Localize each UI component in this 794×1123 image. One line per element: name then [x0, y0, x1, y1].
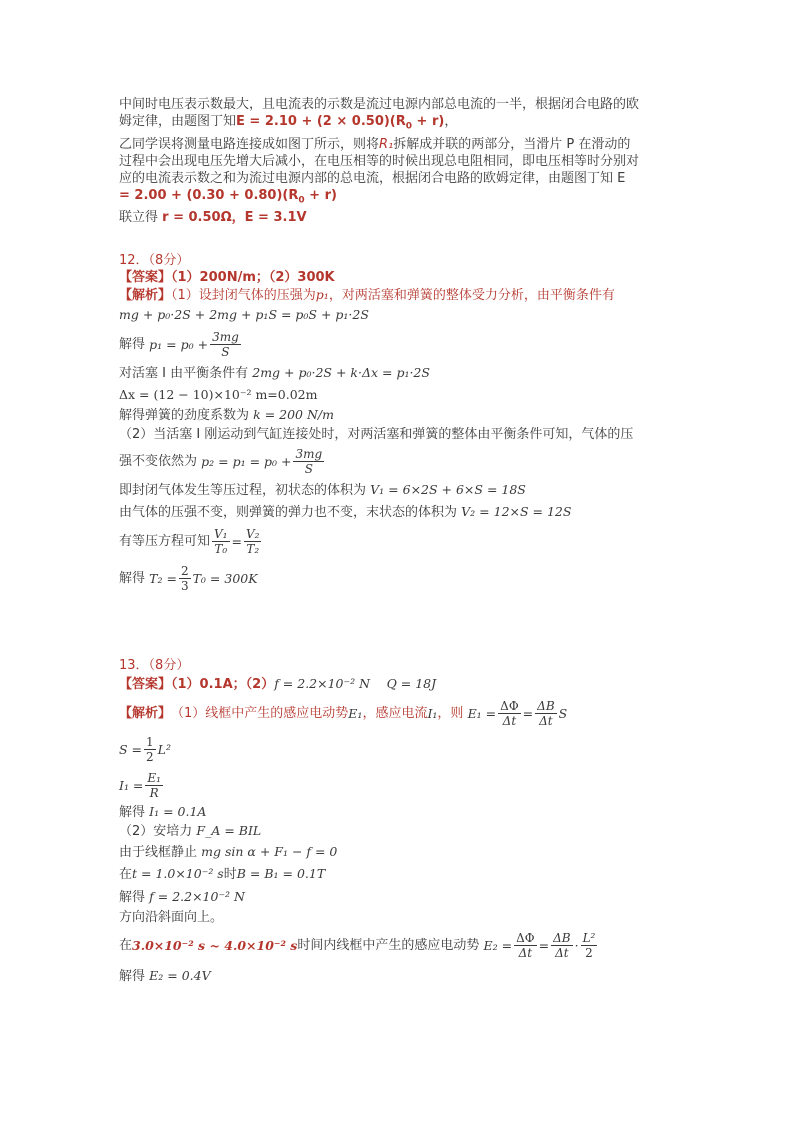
text-line: 中间时电压表示数最大，且电流表的示数是流过电源内部总电流的一半，根据闭合电路的欧 [119, 97, 640, 112]
question-title: 13．（8分） [119, 658, 190, 674]
fraction: $\frac{2}{3}$ [180, 563, 189, 593]
fraction: $\frac{\Delta\Phi}{\Delta t}$ [516, 930, 535, 960]
text-line: 乙同学误将测量电路连接成如图丁所示，则将R₁拆解成并联的两部分，当滑片 P 在滑动的 [119, 136, 631, 152]
text-line: 强不变依然为 p₂ = p₁ = p₀ + $\frac{3mg}{S}$ [119, 446, 323, 476]
equation: mg + p₀·2S + 2mg + p₁S = p₀S + p₁·2S [119, 307, 369, 323]
equation: Δx = (12 − 10)×10⁻² m=0.02m [119, 387, 318, 403]
text-line: = $2.00 + (0.30 + 0.80)(R_0 + r)$ [119, 187, 337, 206]
fraction: $\frac{3mg}{S}$ [212, 329, 239, 359]
text-line: 即封闭气体发生等压过程，初状态的体积为 V₁ = 6×2S + 6×S = 18S [119, 482, 526, 499]
document-page [119, 96, 679, 989]
fraction: $\frac{\Delta\Phi}{\Delta t}$ [500, 698, 519, 728]
text-line: 在t = 1.0×10⁻² s时B = B₁ = 0.1T [119, 866, 326, 883]
text-line: 过程中会出现电压先增大后减小，在电压相等的时候出现总电阻相同，即电压相等时分别对 [119, 153, 640, 169]
fraction: $\frac{\text{E₁}}{R}$ [147, 770, 161, 800]
text-line: 由气体的压强不变，则弹簧的弹力也不变，末状态的体积为 V₂ = 12×S = 12S [119, 504, 572, 521]
text-line: 【解析】（1）设封闭气体的压强为p₁，对两活塞和弹簧的整体受力分析，由平衡条件有 [119, 287, 615, 304]
fraction: $\frac{3mg}{S}$ [295, 446, 323, 476]
text-line: （2）当活塞 I 刚运动到气缸连接处时，对两活塞和弹簧的整体由平衡条件可知，气体的压 [119, 427, 634, 443]
equation: I₁ = $\frac{\text{E₁}}{R}$ [119, 770, 161, 800]
text-line: 解得 T₂ = $\frac{2}{3}$ T₀ = 300K [119, 563, 258, 593]
fraction: $\frac{1}{2}$ [146, 734, 154, 764]
text-line: 联立得 r = 0.50Ω，E = 3.1V [119, 210, 307, 226]
text-line: 应的电流表示数之和为流过电源内部的总电流，根据闭合电路的欧姆定律，由题图丁知 E [119, 170, 626, 186]
answer-line: 【答案】（1）200N/m；（2）300K [119, 270, 335, 286]
equation: S = $\frac{1}{2}$ L² [119, 734, 171, 764]
fraction: $\frac{\text{V₁}}{\text{T₀}}$ [214, 526, 228, 556]
text-line: 方向沿斜面向上。 [119, 910, 224, 926]
fraction: $\frac{\Delta B}{\Delta t}$ [553, 930, 571, 960]
text-line: 解得弹簧的劲度系数为 k = 200 N/m [119, 407, 334, 424]
text-line: 解得 p₁ = p₀ + $\frac{3mg}{S}$ [119, 329, 239, 359]
text-line: 解得 f = 2.2×10⁻² N [119, 889, 245, 906]
text-line: 有等压方程可知 $\frac{\text{V₁}}{\text{T₀}}$ = $\frac{\text{V₂}}{\text{T₂}}$ [119, 526, 260, 556]
text-line: 解得 E₂ = 0.4V [119, 968, 211, 985]
text-line: （2）安培力 F_A = BIL [119, 823, 262, 840]
fraction: $\frac{\Delta B}{\Delta t}$ [537, 698, 555, 728]
answer-line: 【答案】（1）0.1A；（2）f = 2.2×10⁻² N Q = 18J [119, 676, 437, 693]
text-line: 对活塞 I 由平衡条件有 2mg + p₀·2S + k·Δx = p₁·2S [119, 365, 430, 382]
question-title: 12．（8分） [119, 253, 190, 269]
text-line: 在 3.0×10⁻² s ~ 4.0×10⁻² s 时间内线框中产生的感应电动势 E₂ = $\frac{\Delta\Phi}{\Delta t}$ = $\frac{\Delta B}{\Delta t}$ · $\frac{\text{L²}}{2}$ [119, 930, 596, 960]
text-line: 姆定律，由题图丁知$E = 2.10 + (2 \times 0.50)(R_0 + r)$， [119, 114, 458, 132]
text-line: 由于线框静止 mg sin α + F₁ − f = 0 [119, 844, 338, 861]
fraction: $\frac{\text{L²}}{2}$ [582, 930, 596, 960]
fraction: $\frac{\text{V₂}}{\text{T₂}}$ [245, 526, 260, 556]
text-line: 解得 I₁ = 0.1A [119, 804, 207, 821]
text-line: 【解析】 （1）线框中产生的感应电动势 E₁ ，感应电流 I₁ ，则 E₁ = $\frac{\Delta\Phi}{\Delta t}$ = $\frac{\Delta B}{\Delta t}$ S [119, 698, 568, 728]
